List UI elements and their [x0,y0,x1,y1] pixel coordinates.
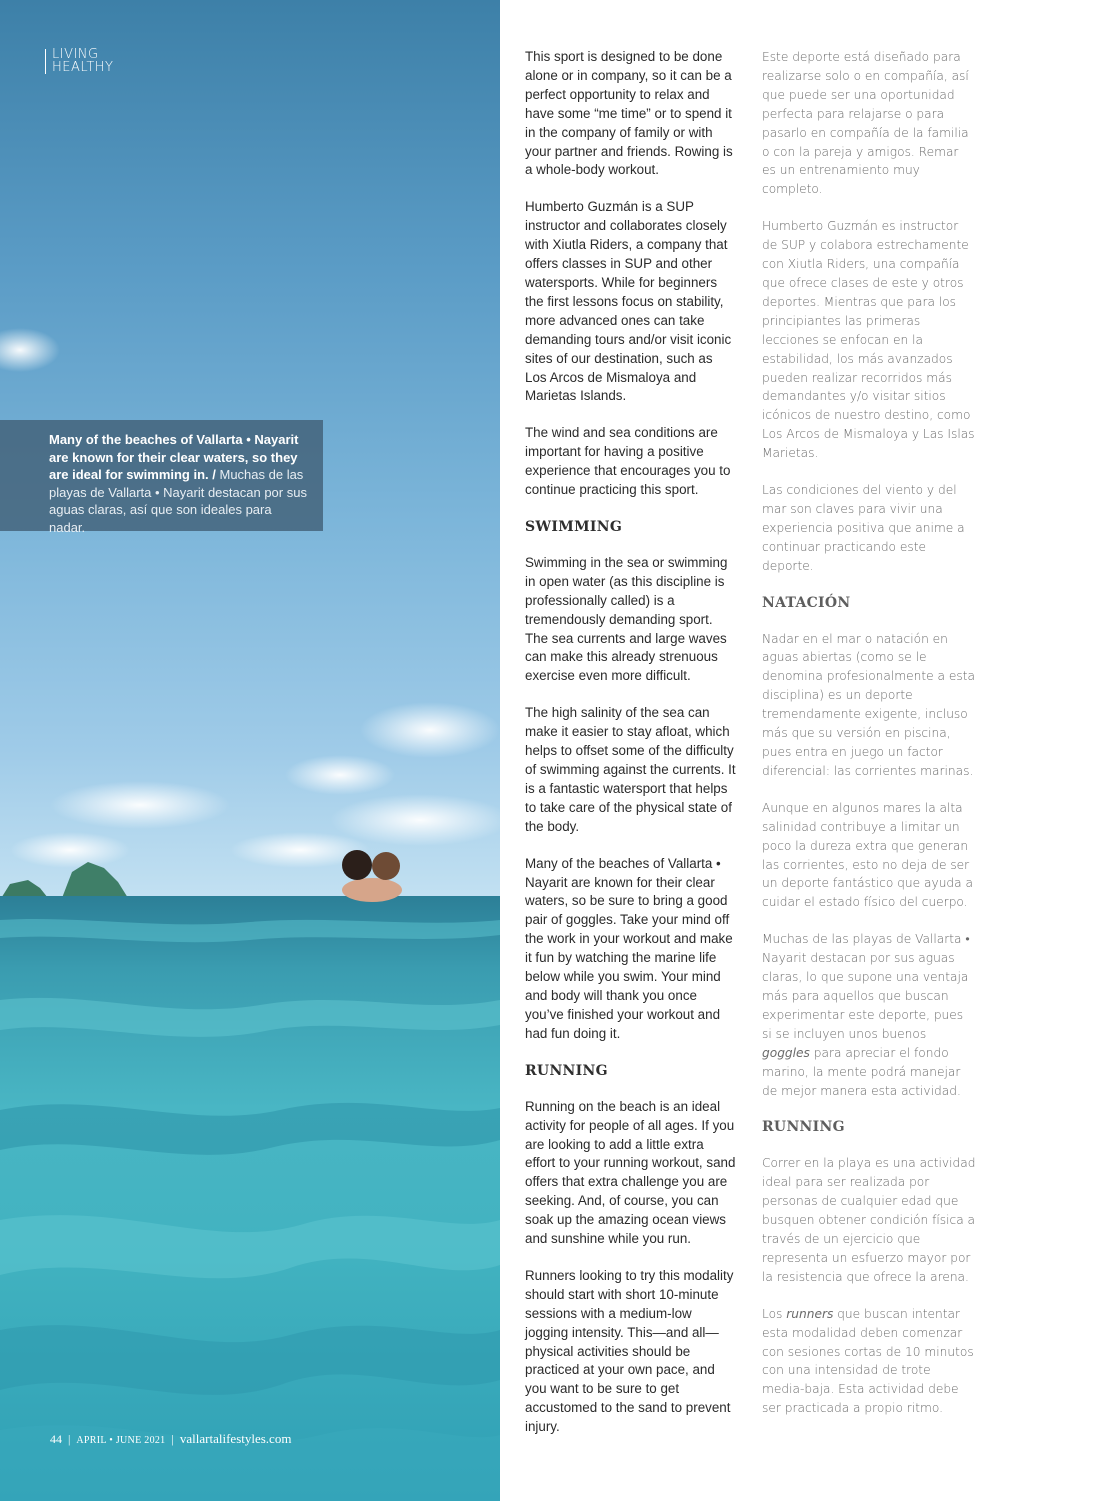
paragraph: Runners looking to try this modality should start with short 10-minute sessions with a medium-low jogging intensity. This—and all—physical activities should be practiced at your own pace, and you want to be sure to get accustomed to the sand to prevent injury. [525,1267,734,1435]
heading-running: RUNNING [525,1062,608,1079]
issue-date: APRIL • JUNE 2021 [76,1435,166,1446]
paragraph [762,930,976,1100]
heading-running: RUNNING [762,1119,845,1136]
paragraph: Aunque en algunos mares la alta salinidad contribuye a limitar un poco la dureza extra que generan las corrientes, esto no deja de ser un deporte fantástico que ayuda a cuidar el estado físico del cuerpo. [762,800,973,910]
text: que buscan intentar esta modalidad deben comenzar con sesiones cortas de 10 minutos con una intensidad de trote media-baja. Esta actividad debe ser practicada a propio ritmo. [762,1306,974,1416]
paragraph: Many of the beaches of Vallarta • Nayarit are known for their clear waters, so be sure to bring a good pair of goggles. Take your mind off the work in your workout and make it fun by watching the marine life below while you swim. Your mind and body will thank you once you’ve finished your workout and had fun doing it. [525,855,733,1041]
section-tag-line1: LIVING [52,47,99,62]
paragraph: The high salinity of the sea can make it easier to stay afloat, which helps to offset some of the difficulty of swimming against the currents. It is a fantastic watersport that helps to take care of the physical state of the body. [525,705,736,834]
paragraph: Las condiciones del viento y del mar son claves para vivir una experiencia positiva que anime a continuar practicando este deporte. [762,483,965,573]
caption-english: Many of the beaches of Vallarta • Nayarit are known for their clear waters, so they are ideal for swimming in. / [49,432,299,482]
text: Muchas de las playas de Vallarta • Nayarit destacan por sus aguas claras, lo que supone una ventaja más para aquellos que buscan experimentar este deporte, pues si se incluyen unos buenos [762,932,970,1041]
ocean-photo-illustration [0,0,500,1501]
cloud [330,794,500,846]
cloud [50,781,230,829]
text: Los [762,1306,787,1321]
cloud [360,702,500,758]
paragraph [762,1305,976,1418]
heading-natacion: NATACIÓN [762,594,851,611]
section-tag [48,48,114,74]
paragraph: Swimming in the sea or swimming in open water (as this discipline is professionally called) is a tremendously demanding sport. The sea currents and large waves can make this already strenuous exercise even more difficult. [525,554,728,684]
paragraph: Correr en la playa es una actividad ideal para ser realizada por personas de cualquier edad que busquen obtener condición física a través de un ejercicio que representa un esfuerzo mayor por la resistencia que ofrece la arena. [762,1156,976,1284]
english-column [525,48,737,1455]
paragraph: Nadar en el mar o natación en aguas abiertas (como se le denomina profesionalmente a esta disciplina) es un deporte tremendamente exigente, incluso más que su versión en piscina, pues entra en juego un factor diferencial: las corrientes marinas. [762,631,975,778]
section-tag-line2: HEALTHY [52,60,114,75]
cloud [0,328,60,372]
cloud [285,755,395,795]
paragraph: Running on the beach is an ideal activity for people of all ages. If you are looking to add a little extra effort to your running workout, sand offers that extra challenge you are seeking. And, of course, you can soak up the amazing ocean views and sunshine while you run. [525,1098,736,1247]
paragraph: Este deporte está diseñado para realizarse solo o en compañía, así que puede ser una oportunidad perfecta para relajarse o para pasarlo en compañía de la familia o con la pareja y amigos. Remar es un entrenamiento muy completo. [762,50,969,197]
page-footer: 44 | APRIL • JUNE 2021 | vallartalifestyles.com [50,1431,292,1446]
paragraph: Humberto Guzmán is a SUP instructor and collaborates closely with Xiutla Riders, a company that offers classes in SUP and other watersports. While for beginners the first lessons focus on stability, more advanced ones can take demanding tours and/or visit iconic sites of our destination, such as Los Arcos de Mismaloya and Marietas Islands. [525,199,732,404]
spanish-column [762,48,976,1436]
italic-term: goggles [762,1045,810,1060]
photo-caption [0,420,323,535]
website-link[interactable]: vallartalifestyles.com [179,1431,292,1446]
italic-term: runners [786,1306,834,1321]
swimmers [342,878,402,902]
sea [0,896,500,1501]
swimmer-head [372,852,400,880]
cloud [10,832,130,868]
hero-photo [0,0,500,1501]
caption-spanish: Muchas de las playas de Vallarta • Nayarit destacan por sus aguas claras, así que son ideales para nadar. [49,467,307,535]
paragraph: The wind and sea conditions are important for having a positive experience that encourages you to continue practicing this sport. [525,425,731,498]
paragraph: Humberto Guzmán es instructor de SUP y colabora estrechamente con Xiutla Riders, una compañía que ofrece clases de este y otros deportes. Mientras que para los principiantes las primeras lecciones se enfocan en la estabilidad, los más avanzados pueden realizar recorridos más demandantes y/o visitar sitios icónicos de nuestro destino, como Los Arcos de Mismaloya y Las Islas Marietas. [762,219,975,461]
text: para apreciar el fondo marino, la mente podrá manejar de mejor manera esta actividad. [762,1045,961,1098]
paragraph: This sport is designed to be done alone or in company, so it can be a perfect opportunity to relax and have some “me time” or to spend it in the company of family or with your partner and friends. Rowing is a whole-body workout. [525,49,733,178]
heading-swimming: SWIMMING [525,518,623,535]
swimmer-head [342,850,372,880]
page-number: 44 [50,1432,62,1446]
